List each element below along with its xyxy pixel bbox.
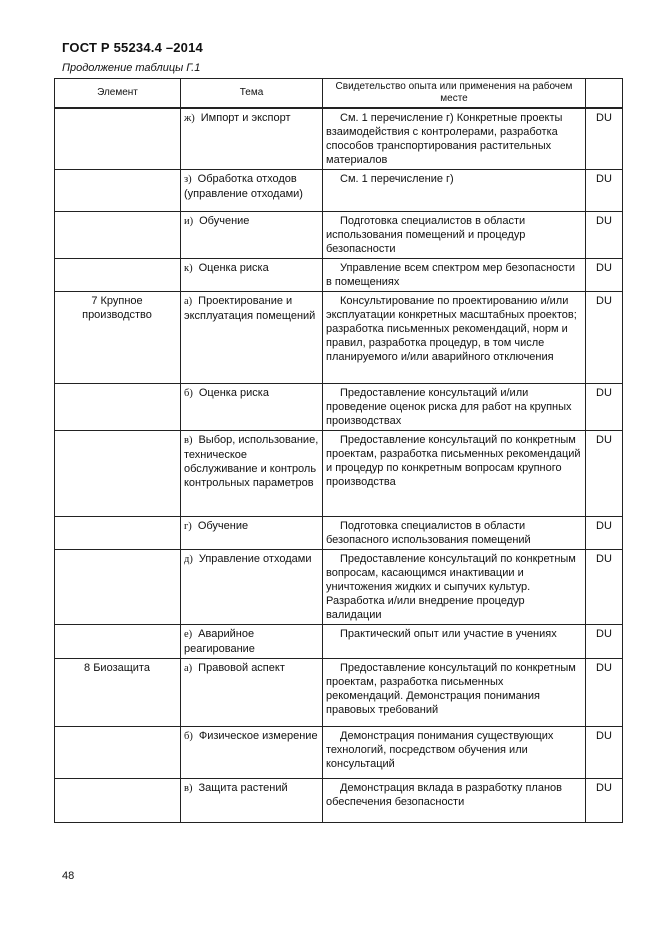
row-evidence: Подготовка специалистов в области использования помещений и процедур безопасности bbox=[323, 212, 586, 259]
topic-label: Оценка риска bbox=[198, 387, 269, 399]
row-code: DU bbox=[586, 292, 623, 384]
row-code: DU bbox=[586, 659, 623, 727]
row-evidence: Предоставление консультаций по конкретным проектам, разработка письменных рекомендаций. Демонстрация понимания правовых требований bbox=[323, 659, 586, 727]
row-evidence: Предоставление консультаций по конкретным вопросам, касающимся инактивации и уничтожения жидких и сыпучих культур. Разработка и/или внедрение процедур валидации bbox=[323, 550, 586, 625]
topic-letter: г) bbox=[184, 521, 192, 532]
row-evidence: Подготовка специалистов в области безопасного использования помещений bbox=[323, 517, 586, 550]
row-element bbox=[55, 170, 181, 212]
topic-letter: б) bbox=[184, 731, 193, 742]
column-header-evidence: Свидетельство опыта или применения на рабочем месте bbox=[323, 79, 586, 109]
topic-label: Правовой аспект bbox=[198, 662, 285, 674]
row-element bbox=[55, 659, 181, 727]
topic-letter: а) bbox=[184, 663, 193, 674]
row-element bbox=[55, 517, 181, 550]
row-element bbox=[55, 384, 181, 431]
row-evidence: Предоставление консультаций по конкретным проектам, разработка письменных рекомендаций и процедур по конкретным вопросам крупного производства bbox=[323, 431, 586, 517]
row-evidence: Демонстрация вклада в разработку планов обеспечения безопасности bbox=[323, 779, 586, 823]
row-element bbox=[55, 727, 181, 779]
column-header-code bbox=[586, 79, 623, 109]
row-element bbox=[55, 108, 181, 170]
row-topic bbox=[181, 259, 323, 292]
row-topic bbox=[181, 108, 323, 170]
column-header-element: Элемент bbox=[55, 79, 181, 109]
row-code: DU bbox=[586, 727, 623, 779]
row-evidence: Демонстрация понимания существующих технологий, посредством обучения или консультаций bbox=[323, 727, 586, 779]
topic-letter: з) bbox=[184, 174, 192, 185]
row-element bbox=[55, 259, 181, 292]
row-code: DU bbox=[586, 779, 623, 823]
row-code: DU bbox=[586, 384, 623, 431]
table-row bbox=[55, 212, 623, 259]
topic-letter: к) bbox=[184, 263, 193, 274]
topic-label: Импорт и экспорт bbox=[200, 112, 291, 124]
row-topic bbox=[181, 727, 323, 779]
table-row bbox=[55, 517, 623, 550]
element-label: 8 Биозащита bbox=[84, 662, 150, 674]
row-code: DU bbox=[586, 170, 623, 212]
table-caption: Продолжение таблицы Г.1 bbox=[62, 62, 201, 74]
table-row bbox=[55, 779, 623, 823]
topic-label: Физическое измерение bbox=[198, 730, 318, 742]
row-topic bbox=[181, 212, 323, 259]
topic-label: Управление отходами bbox=[198, 553, 312, 565]
table-row bbox=[55, 431, 623, 517]
row-topic bbox=[181, 517, 323, 550]
table-row bbox=[55, 550, 623, 625]
row-code: DU bbox=[586, 212, 623, 259]
element-label: 7 Крупное производство bbox=[82, 295, 152, 321]
row-element bbox=[55, 431, 181, 517]
row-topic bbox=[181, 170, 323, 212]
row-code: DU bbox=[586, 517, 623, 550]
topic-letter: ж) bbox=[184, 113, 195, 124]
table-row bbox=[55, 384, 623, 431]
table-row bbox=[55, 659, 623, 727]
row-topic bbox=[181, 431, 323, 517]
row-evidence: Предоставление консультаций и/или проведение оценок риска для работ на крупных производствах bbox=[323, 384, 586, 431]
topic-letter: б) bbox=[184, 388, 193, 399]
row-code: DU bbox=[586, 431, 623, 517]
table-row bbox=[55, 292, 623, 384]
topic-label: Оценка риска bbox=[198, 262, 269, 274]
topic-letter: в) bbox=[184, 783, 193, 794]
table-row bbox=[55, 625, 623, 659]
table-row bbox=[55, 108, 623, 170]
table-row bbox=[55, 259, 623, 292]
topic-letter: а) bbox=[184, 296, 193, 307]
topic-letter: и) bbox=[184, 216, 194, 227]
row-evidence: Практический опыт или участие в учениях bbox=[323, 625, 586, 659]
topic-letter: в) bbox=[184, 435, 193, 446]
topic-label: Обработка отходов (управление отходами) bbox=[184, 173, 303, 200]
row-element bbox=[55, 625, 181, 659]
competency-table bbox=[54, 78, 623, 823]
document-header: ГОСТ Р 55234.4 –2014 bbox=[62, 40, 203, 55]
row-topic bbox=[181, 384, 323, 431]
row-code: DU bbox=[586, 625, 623, 659]
row-code: DU bbox=[586, 550, 623, 625]
table-row bbox=[55, 727, 623, 779]
table-header-row bbox=[55, 79, 623, 109]
topic-letter: д) bbox=[184, 554, 193, 565]
table-row bbox=[55, 170, 623, 212]
page-number: 48 bbox=[62, 870, 75, 882]
row-evidence: Консультирование по проектированию и/или эксплуатации конкретных масштабных проектов; разработка письменных рекомендаций, норм и правил, разработка процедур, в том числе планируемого и/или аварийного отключения bbox=[323, 292, 586, 384]
topic-label: Проектирование и эксплуатация помещений bbox=[184, 295, 316, 322]
topic-label: Аварийное реагирование bbox=[184, 628, 255, 655]
row-element bbox=[55, 550, 181, 625]
topic-label: Обучение bbox=[199, 215, 250, 227]
row-topic bbox=[181, 292, 323, 384]
topic-label: Защита растений bbox=[198, 782, 288, 794]
topic-label: Выбор, использование, техническое обслуживание и контроль контрольных параметров bbox=[184, 434, 319, 489]
row-code: DU bbox=[586, 259, 623, 292]
row-code: DU bbox=[586, 108, 623, 170]
row-topic bbox=[181, 550, 323, 625]
row-element bbox=[55, 212, 181, 259]
row-topic bbox=[181, 659, 323, 727]
column-header-topic: Тема bbox=[181, 79, 323, 109]
row-topic bbox=[181, 625, 323, 659]
row-element bbox=[55, 779, 181, 823]
topic-label: Обучение bbox=[197, 520, 249, 532]
row-evidence: См. 1 перечисление г) bbox=[323, 170, 586, 212]
row-evidence: См. 1 перечисление г) Конкретные проекты взаимодействия с контролерами, разработка способов транспортирования растительных материалов bbox=[323, 108, 586, 170]
row-element bbox=[55, 292, 181, 384]
row-topic bbox=[181, 779, 323, 823]
topic-letter: е) bbox=[184, 629, 193, 640]
row-evidence: Управление всем спектром мер безопасности в помещениях bbox=[323, 259, 586, 292]
